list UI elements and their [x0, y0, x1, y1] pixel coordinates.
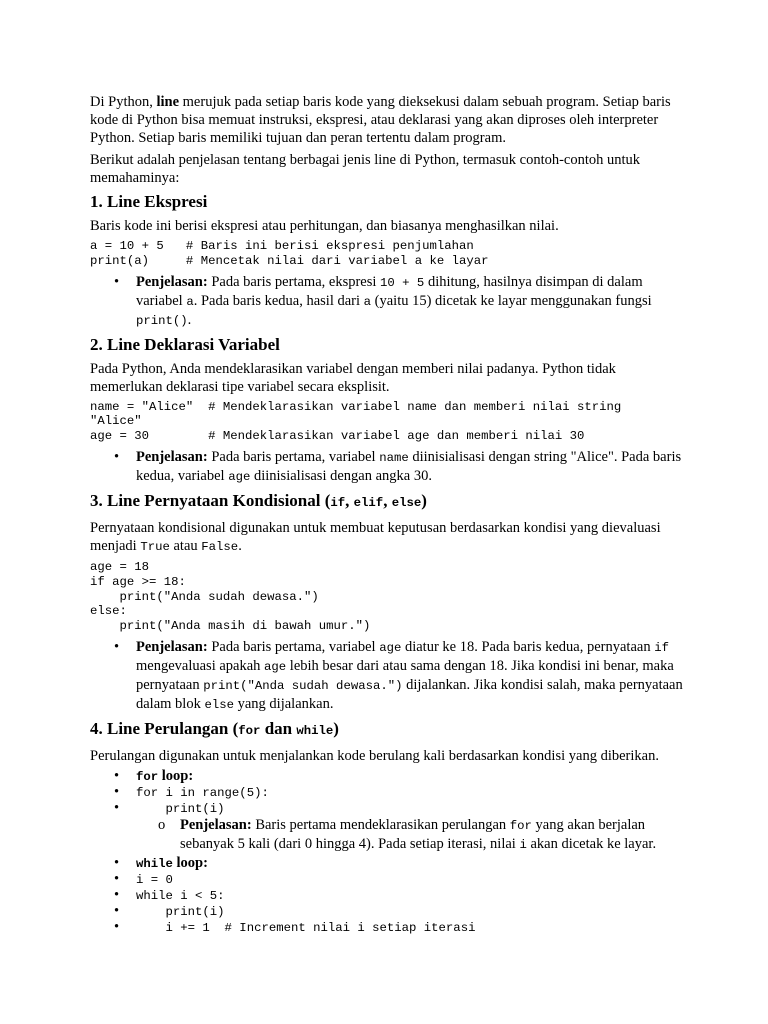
intro-paragraph-2: Berikut adalah penjelasan tentang berbagai jenis line di Python, termasuk contoh-contoh untuk memahaminya: [90, 152, 641, 186]
section-2-list [90, 448, 690, 486]
list-item: • print(i) [90, 801, 690, 817]
intro-paragraph: Di Python, line merujuk pada setiap baris kode yang dieksekusi dalam sebuah program. Setiap baris kode di Python bisa memuat instruksi, ekspresi, atau deklarasi yang akan diproses oleh interpreter Python. Setiap baris memiliki tujuan dan peran tertentu dalam program. [90, 94, 671, 146]
list-item: • print(i) [90, 904, 690, 920]
section-1-heading: 1. Line Ekspresi [90, 192, 208, 211]
section-4-heading: 4. Line Perulangan (for dan while) [90, 718, 339, 738]
list-item: • i += 1 # Increment nilai i setiap iterasi [90, 920, 690, 936]
for-loop-sublist [90, 816, 690, 854]
document-page [90, 93, 690, 935]
section-3-list [90, 638, 690, 714]
section-2-heading: 2. Line Deklarasi Variabel [90, 334, 280, 354]
list-item: o Penjelasan: Baris pertama mendeklarasikan perulangan for yang akan berjalan sebanyak 5 kali (dari 0 hingga 4). Pada setiap iterasi, nilai i akan dicetak ke layar. [90, 816, 690, 854]
list-item: • i = 0 [90, 872, 690, 888]
section-3-description: Pernyataan kondisional digunakan untuk membuat keputusan berdasarkan kondisi yang dievaluasi menjadi True atau False. [90, 519, 661, 554]
list-item: • Penjelasan: Pada baris pertama, variabel name diinisialisasi dengan string "Alice". Pada baris kedua, variabel age diinisialisasi dengan angka 30. [90, 448, 690, 486]
section-2-description: Pada Python, Anda mendeklarasikan variabel dengan memberi nilai padanya. Python tidak memerlukan deklarasi tipe variabel secara eksplisit. [90, 360, 616, 395]
section-1-list [90, 273, 690, 330]
for-loop-list [90, 769, 690, 816]
list-item: • for loop: [90, 769, 690, 785]
section-1-code-block: a = 10 + 5 # Baris ini berisi ekspresi penjumlahan print(a) # Mencetak nilai dari variabel a ke layar [90, 239, 489, 268]
section-3-heading: 3. Line Pernyataan Kondisional (if, elif, else) [90, 490, 427, 510]
intro-bold-term: line [156, 94, 180, 110]
section-1-description: Baris kode ini berisi ekspresi atau perhitungan, dan biasanya menghasilkan nilai. [90, 218, 559, 234]
list-item: • Penjelasan: Pada baris pertama, variabel age diatur ke 18. Pada baris kedua, pernyataan if mengevaluasi apakah age lebih besar dari atau sama dengan 18. Jika kondisi ini benar, maka pernyataan print("Anda sudah dewasa.") dijalankan. Jika kondisi salah, maka pernyataan dalam blok else yang dijalankan. [90, 638, 690, 714]
list-item: • while loop: [90, 856, 690, 872]
list-item: • for i in range(5): [90, 785, 690, 801]
section-3-code-block: age = 18 if age >= 18: print("Anda sudah dewasa.") else: print("Anda masih di bawah umur.") [90, 559, 371, 634]
list-item: • Penjelasan: Pada baris pertama, ekspresi 10 + 5 dihitung, hasilnya disimpan di dalam variabel a. Pada baris kedua, hasil dari a (yaitu 15) dicetak ke layar menggunakan fungsi print(). [90, 273, 690, 330]
while-loop-list [90, 856, 690, 935]
section-4-description: Perulangan digunakan untuk menjalankan kode berulang kali berdasarkan kondisi yang diberikan. [90, 747, 659, 764]
list-item: • while i < 5: [90, 888, 690, 904]
section-2-code-block: name = "Alice" # Mendeklarasikan variabel name dan memberi nilai string "Alice" age = 30 # Mendeklarasikan variabel age dan memberi nilai 30 [90, 399, 622, 444]
